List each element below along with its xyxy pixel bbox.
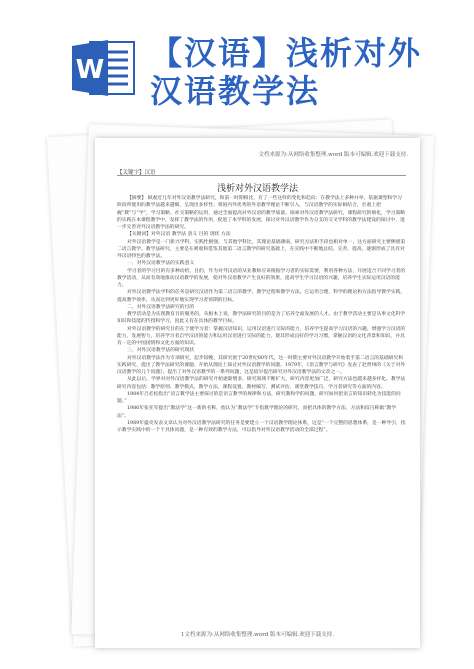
- document-body: [117, 195, 406, 434]
- body-paragraph: 对外汉语教学是一门新兴学科，实践性极强，与其他学科比，其理论基础薄弱，研究方法和手段也相对单一，这方面研究主要侧重第二语言教学。教学法研究，主要是在吸收和借鉴其他第二语言教学的研究基础上，在实践中不断地总结、完善、提高，逐渐形成了具有对外汉语特色的教学法。: [117, 239, 406, 259]
- body-paragraph: 1986年张亚军提出“教法学”这一新的名称，他认为“教法学”专指教学理论的研究，而把具体的教学方法，方法和技巧称做“教学法”。: [117, 406, 397, 419]
- body-paragraph: 【关键词】对外汉语 教学法 意义 目的 现状 方法: [127, 232, 231, 238]
- body-paragraph: 三、对外汉语教学法的研究现状: [127, 348, 195, 354]
- page-title-line-1: 【汉语】浅析对外: [150, 34, 423, 72]
- svg-text:W: W: [75, 55, 105, 85]
- body-paragraph: 学习者的学习目的有多种动机，目的，作为对外汉语的从业教师应该根据学习者的实际需要，利用各种方法，开展适合不同学习者的教学活动，从而有效地推动汉语教学的发展，使对外汉语教学产生良好的效果，提高学生学习汉语的兴趣，培养学生实际运用汉语的能力。: [117, 268, 406, 288]
- body-paragraph: 教学活动是为实现教育目的服务的，从根本上说，教学法研究的目的是为了培养全面发展的人才。由于教学活动主要是从事文化科学知识和技能的传授和学习，因此又有在具体的教学目标。: [117, 312, 406, 325]
- page-title-line-2: 汉语教学法: [150, 72, 321, 110]
- body-paragraph: 【摘要】 纵观近几年对外汉语教学法研究，和前一时期相比，有了一些这样的变化和趋向：在教学法上多种并举，依据课型和学习阶段所使用的教学法越来越细，呈现出多样性；将国内外优秀的外语教学理论不断引入，与汉语教学的实际相结合，宏观上把握“教”与“学”，学习策略、社交策略的运用，通过全面提高对外汉语的教学质量。探索对外汉语教学法研究，课程研究的细化，学习策略的实践在本课程教学中，发挥了教学法的作用，促进了本学科的发展，探讨对外汉语教学作为分支的交叉学科的教学法建设的探讨中，进一步完善对外汉语教学法的研究。: [117, 196, 406, 230]
- body-paragraph: 对外汉语教学法作为专项研究，起步较晚，其研究始于20世纪80年代。这一时期主要对外汉语教学开始着手第二语言的基础研究和实践研究，提出了教学法研究的课题，开始从理论上探讨对外汉语教学的问题。1979年，《语言教学与研究》发表了赵贤州的《关于对外汉语教学的几个问题》，提出了对外汉语教学的一系列问题，这是较早提出研究对外汉语教学法的文章之一。: [117, 355, 406, 375]
- body-paragraph: 1984年吕必松指出“语言教学法主要探讨的是语言教学的规律和方法，研究教和学的问题，研究如何把语言的知识转化为技能的问题。”: [117, 391, 401, 404]
- body-paragraph: 对外汉语教学法学科的任务是研究汉语作为第二语言的教学，教学过程和教学方法。它运用合理、科学的理论和方法指导教学实践，提高教学效率，从而达到更好地实现学习者预期的目标。: [117, 290, 406, 303]
- body-paragraph: 二、对外汉语教学法研究的目的: [127, 304, 195, 310]
- page-footer: 1文档来源为:从网络收集整理.word 版本可编辑.欢迎下载支持.: [180, 632, 335, 638]
- header-divider: [117, 175, 406, 176]
- word-icon: [70, 38, 136, 98]
- body-paragraph: 一、对外汉语教学法的实践意义: [127, 261, 195, 267]
- banner: [0, 0, 474, 110]
- body-paragraph: 从此以后，学界对对外汉语教学法的研究开始逐渐增多，研究领域不断扩大，研究内容更加广泛，研究方法也越来越多样化。教学法研究内容包括：教学原则、教学模式、教学方法、课程设置、教材编写、测试评估、课堂教学技巧、学习者研究等方面的内容。: [117, 377, 406, 390]
- body-paragraph: 1989年盛炎发表文章认为对外汉语教学法研究的任务是要建立一个汉语教学理论体系，这是“一个完整的思想体系，是一种导引，指示教学实践中的一个个具体问题，是一种有效的教学方法，可以指导对外汉语教学活动的全部过程”。: [117, 420, 406, 433]
- keywords-label: 【关键字】汉语: [117, 170, 156, 176]
- body-paragraph: 对外汉语教学的研究目的在于使学习者：掌握汉语知识，运用汉语进行交际的能力，培养学生提高学习汉语的兴趣，增强学习汉语的能力，发展智力，培养学习者自学汉语的能力和运用汉语进行交际的能力，使其形成良好的学习习惯，掌握汉语的文化背景和知识，并具有一定的中国国情和文化方面的知识。: [117, 326, 406, 346]
- page-header: 文档来源为:从网络收集整理.word 版本可编辑.欢迎下载支持.: [258, 152, 408, 158]
- document-title: 浅析对外汉语教学法: [216, 184, 298, 194]
- document-page: [95, 138, 420, 648]
